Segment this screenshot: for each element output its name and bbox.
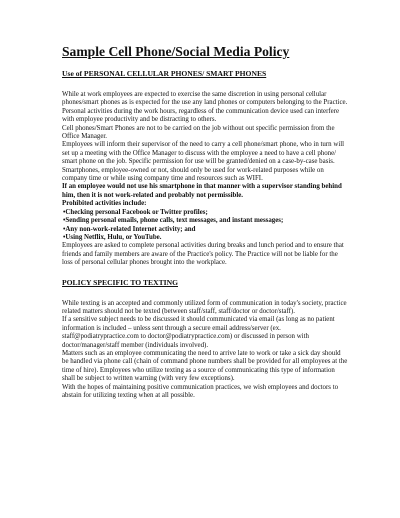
section-heading-personal-phones: Use of PERSONAL CELLULAR PHONES/ SMART PHONES: [62, 69, 267, 78]
paragraph-inform-supervisor: Employees will inform their supervisor of the need to carry a cell phone/smart phone, who in turn will set up a meeting with the Office Manager to discuss with the employee a need to have a cell phone/ smart phone on the job. Specific permission for use will be granted/denied on a case-by-case basis.: [62, 141, 345, 166]
paragraph-positive-communication: With the hopes of maintaining positive communication practices, we wish employees and doctors to abstain for utilizing texting when at all possible.: [62, 383, 339, 399]
paragraph-permission: Cell phones/Smart Phones are not to be carried on the job without out specific permission from the Office Manager.: [62, 124, 335, 141]
prohibited-label: Prohibited activities include:: [62, 200, 147, 208]
list-item: •Checking personal Facebook or Twitter profiles;: [63, 208, 208, 216]
prohibited-list: [62, 209, 348, 243]
bold-statement: If an employee would not use his smartphone in that manner with a supervisor standing behind him, then it is not work-related and probably not permissible.: [62, 183, 342, 199]
paragraph-late-sick: Matters such as an employee communicating the need to arrive late to work or take a sick day should be handled via phone call (chain of command phone numbers shall be provided for all employees at the time of hire). Employees who utilize texting as a source of communicating this type of information shall be subject to written warning (with very few exceptions).: [62, 349, 348, 383]
section-heading-texting: POLICY SPECIFIC TO TEXTING: [62, 277, 178, 287]
paragraph-texting-accepted: While texting is an accepted and commonly utilized form of communication in today's society, practice related matters should not be texted (between staff/staff, staff/doctor or doctor/staff).: [62, 299, 347, 315]
list-item: •Sending personal emails, phone calls, text messages, and instant messages;: [63, 217, 284, 225]
list-item: •Using Netflix, Hulu, or YouTube.: [63, 233, 162, 241]
paragraph-work-purposes: Smartphones, employee-owned or not, should only be used for work-related purposes while on company time or while using company time and resources such as WIFI.: [62, 166, 324, 183]
paragraph-sensitive-subject: If a sensitive subject needs to be discussed it should communicated via email (as long as no patient information is included – unless sent through a secure email address/server (ex. staff@podiatrypractice.com to doctor@podiatrypractice.com) or discussed in person with doctor/manager/staff member (individuals involved).: [62, 316, 335, 349]
list-item: •Any non-work-related Internet activity; and: [63, 225, 196, 233]
document-title: Sample Cell Phone/Social Media Policy: [62, 44, 290, 59]
paragraph-work-discretion: While at work employees are expected to exercise the same discretion in using personal cellular phones/smart phones as is expected for the use any land phones or computers belonging to the Practice. Personal activities during the work hours, regardless of the communication device used can interfere with employee productivity and be distracting to others.: [62, 91, 348, 124]
paragraph-breaks: Employees are asked to complete personal activities during breaks and lunch period and to ensure that friends and family members are aware of the Practice's policy. The Practice will not be liable for the loss of personal cellular phones brought into the workplace.: [62, 242, 344, 267]
